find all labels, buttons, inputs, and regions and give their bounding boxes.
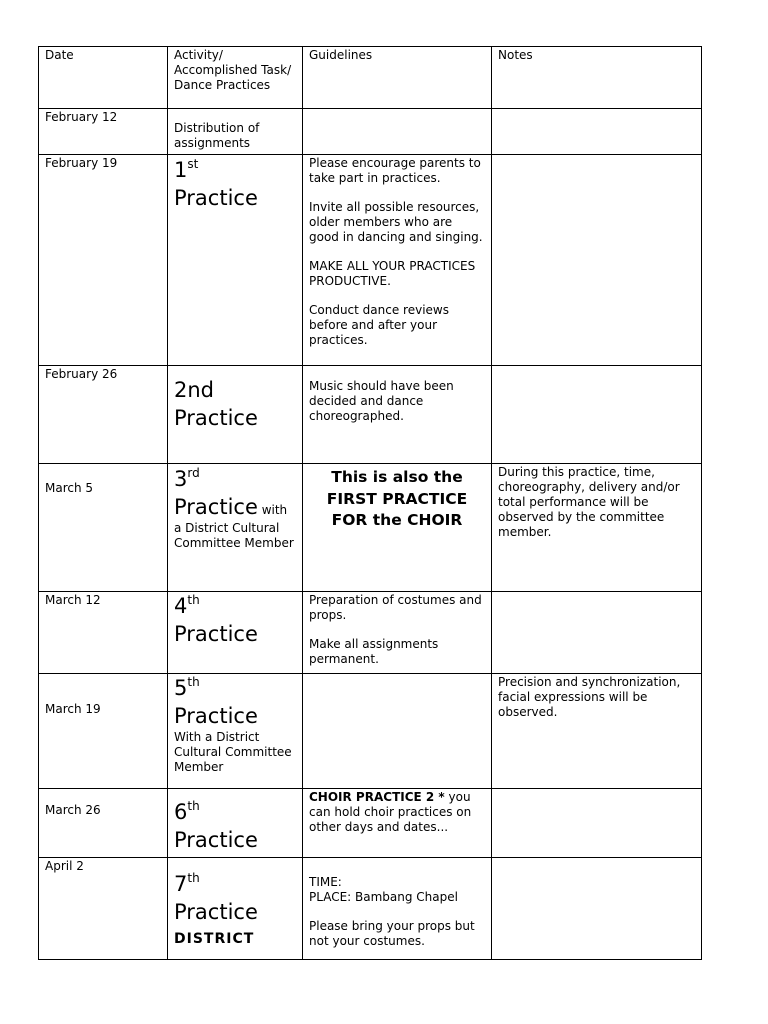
notes-cell (492, 109, 702, 155)
date-cell: March 26 (39, 789, 168, 858)
date-cell: March 12 (39, 592, 168, 674)
activity-cell (168, 858, 303, 960)
practice-ordinal: rd (187, 466, 200, 480)
table-row (39, 789, 702, 858)
choir-announcement: This is also the FIRST PRACTICE FOR the CHOIR (326, 468, 468, 529)
practice-ordinal: th (187, 593, 200, 607)
practice-number: 7 (174, 872, 188, 896)
practice-extra: DISTRICT (174, 931, 255, 947)
table-row (39, 366, 702, 464)
guidelines-cell (303, 464, 492, 592)
activity-cell (168, 674, 303, 789)
practice-ordinal: th (187, 799, 200, 813)
practice-extra: With a District Cultural Committee Member (174, 730, 292, 774)
guideline-text: PLACE: Bambang Chapel (309, 890, 458, 904)
notes-cell: During this practice, time, choreography, delivery and/or total performance will be observed by the committee member. (492, 464, 702, 592)
practice-title (174, 465, 296, 493)
practice-word: Practice (174, 900, 258, 924)
practice-line (174, 493, 296, 521)
schedule-table (38, 46, 702, 960)
activity-cell (168, 155, 303, 366)
date-cell: February 26 (39, 366, 168, 464)
practice-title (174, 592, 296, 620)
date-cell: March 19 (39, 674, 168, 789)
activity-cell (168, 789, 303, 858)
guidelines-cell (303, 109, 492, 155)
notes-cell (492, 592, 702, 674)
practice-number: 2nd (174, 378, 215, 402)
guidelines-cell (303, 789, 492, 858)
table-row (39, 155, 702, 366)
practice-word: Practice (174, 186, 258, 210)
activity-cell (168, 464, 303, 592)
guideline-text: Conduct dance reviews before and after your practices. (309, 303, 449, 347)
guideline-text: MAKE ALL YOUR PRACTICES PRODUCTIVE. (309, 259, 476, 288)
notes-cell: Precision and synchronization, facial expressions will be observed. (492, 674, 702, 789)
activity-cell (168, 366, 303, 464)
guideline-text: Please encourage parents to take part in practices. (309, 156, 481, 185)
guideline-text: you can hold choir practices on other days and dates... (309, 790, 472, 834)
date-cell: April 2 (39, 858, 168, 960)
table-row (39, 592, 702, 674)
practice-word: Practice (174, 495, 258, 519)
guidelines-cell (303, 155, 492, 366)
header-activity: Activity/ Accomplished Task/ Dance Practices (168, 47, 303, 109)
practice-number: 3 (174, 467, 188, 491)
guideline-text: Please bring your props but not your costumes. (309, 919, 475, 948)
practice-word: Practice (174, 828, 258, 852)
guidelines-cell (303, 366, 492, 464)
practice-word: Practice (174, 622, 258, 646)
practice-title (174, 156, 296, 184)
header-date: Date (39, 47, 168, 109)
practice-ordinal: th (187, 871, 200, 885)
notes-cell (492, 789, 702, 858)
table-row (39, 674, 702, 789)
practice-title (174, 870, 296, 898)
practice-number: 5 (174, 676, 188, 700)
notes-cell (492, 366, 702, 464)
choir-practice-label: CHOIR PRACTICE 2 * (309, 790, 445, 804)
guidelines-cell (303, 674, 492, 789)
practice-word: Practice (174, 406, 258, 430)
practice-ordinal: th (187, 675, 200, 689)
activity-cell (168, 109, 303, 155)
guidelines-cell (303, 592, 492, 674)
date-cell: March 5 (39, 464, 168, 592)
date-cell: February 19 (39, 155, 168, 366)
practice-extra: a District Cultural Committee Member (174, 521, 294, 550)
table-row (39, 858, 702, 960)
table-row (39, 464, 702, 592)
practice-title (174, 674, 296, 702)
practice-ordinal: st (187, 157, 199, 171)
practice-number: 4 (174, 594, 188, 618)
activity-text: Distribution of assignments (174, 121, 260, 150)
notes-cell (492, 858, 702, 960)
date-cell: February 12 (39, 109, 168, 155)
guideline-text: Make all assignments permanent. (309, 637, 439, 666)
header-guidelines: Guidelines (303, 47, 492, 109)
guideline-text: Preparation of costumes and props. (309, 593, 482, 622)
practice-suffix: with (257, 503, 288, 517)
header-row (39, 47, 702, 109)
guideline-text: TIME: (309, 875, 342, 889)
practice-number: 1 (174, 158, 188, 182)
activity-cell (168, 592, 303, 674)
practice-number: 6 (174, 800, 188, 824)
table-row (39, 109, 702, 155)
guidelines-cell (303, 858, 492, 960)
header-notes: Notes (492, 47, 702, 109)
guideline-text: Music should have been decided and dance choreographed. (309, 379, 454, 423)
practice-title (174, 798, 296, 826)
guideline-text: Invite all possible resources, older members who are good in dancing and singing. (309, 200, 483, 244)
notes-cell (492, 155, 702, 366)
practice-word: Practice (174, 704, 258, 728)
